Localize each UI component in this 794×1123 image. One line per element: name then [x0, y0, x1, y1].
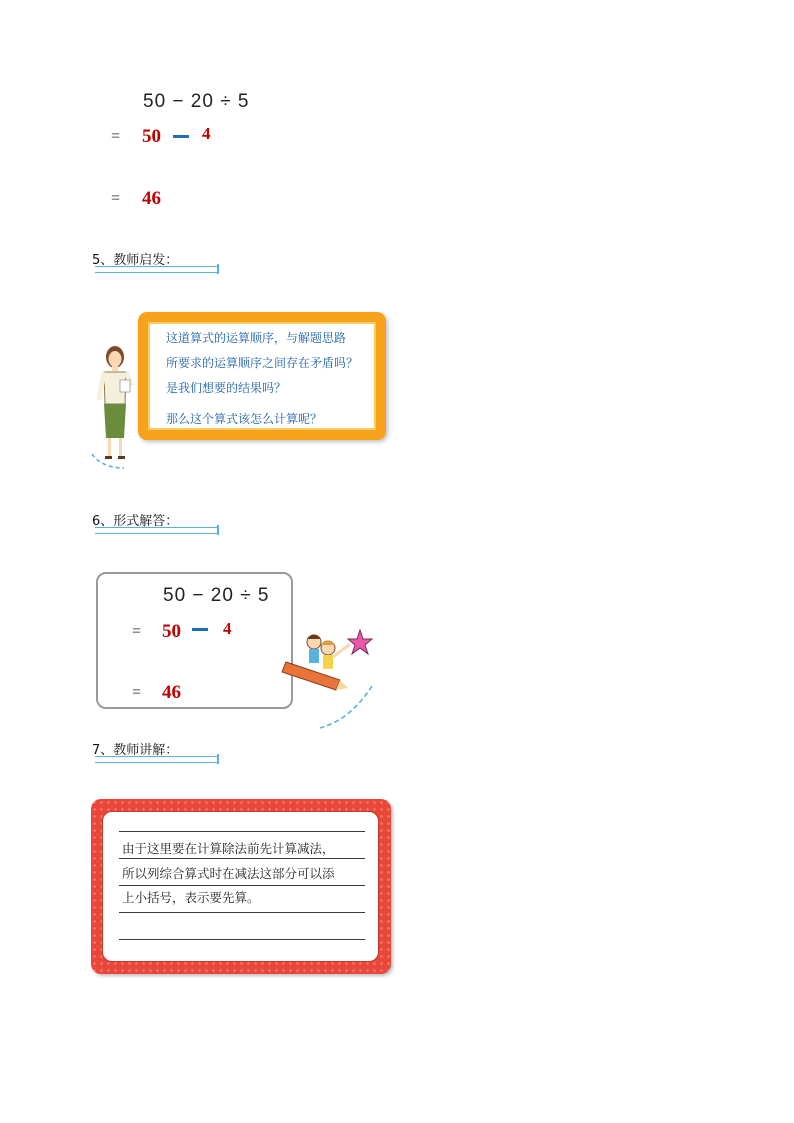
equals-sign-1: =	[111, 128, 121, 145]
teacher-line-3: 是我们想要的结果吗？	[166, 381, 287, 395]
section-5-underline-tick	[217, 264, 219, 274]
final-result-1: 46	[142, 188, 161, 209]
section-6-underline-tick	[217, 525, 219, 535]
teacher-line-4: 那么这个算式该怎么计算呢？	[166, 412, 323, 426]
minus-sign-1	[173, 135, 189, 138]
section-5-underline	[95, 266, 219, 273]
section-7-underline-tick	[217, 754, 219, 764]
explanation-card-frame	[91, 799, 391, 974]
equals-sign-4: =	[132, 684, 142, 701]
result-step-2-left: 50	[162, 621, 181, 642]
note-line-3: 上小括号，表示要先算。	[122, 890, 260, 905]
kids-on-pencil-illustration	[280, 624, 376, 730]
result-step-1-left: 50	[142, 126, 161, 147]
note-line-1: 由于这里要在计算除法前先计算减法，	[122, 841, 335, 856]
expression-1: 50 − 20 ÷ 5	[143, 91, 250, 112]
teacher-line-1: 这道算式的运算顺序，与解题思路	[166, 331, 347, 345]
explanation-card	[102, 811, 379, 962]
note-rule	[119, 912, 365, 913]
final-result-2: 46	[162, 682, 181, 703]
section-6-title: 6、形式解答：	[92, 514, 179, 529]
note-rule	[119, 939, 365, 940]
note-rule	[119, 858, 365, 859]
expression-2: 50 − 20 ÷ 5	[163, 585, 270, 606]
section-7-underline	[95, 756, 219, 763]
section-7-title: 7、教师讲解：	[92, 743, 179, 758]
note-rule	[119, 885, 365, 886]
minus-sign-2	[192, 628, 208, 631]
equals-sign-3: =	[132, 623, 142, 640]
result-step-2-right: 4	[223, 619, 232, 638]
equals-sign-2: =	[111, 190, 121, 207]
note-rule	[119, 831, 365, 832]
section-6-underline	[95, 527, 219, 534]
result-step-1-right: 4	[202, 124, 211, 143]
solution-card	[96, 572, 293, 709]
note-line-2: 所以列综合算式时在减法这部分可以添	[122, 866, 335, 881]
teacher-question-frame	[138, 312, 386, 440]
dashed-arc-decoration	[90, 450, 130, 472]
teacher-line-2: 所要求的运算顺序之间存在矛盾吗？	[166, 356, 359, 370]
section-5-title: 5、教师启发：	[92, 253, 179, 268]
